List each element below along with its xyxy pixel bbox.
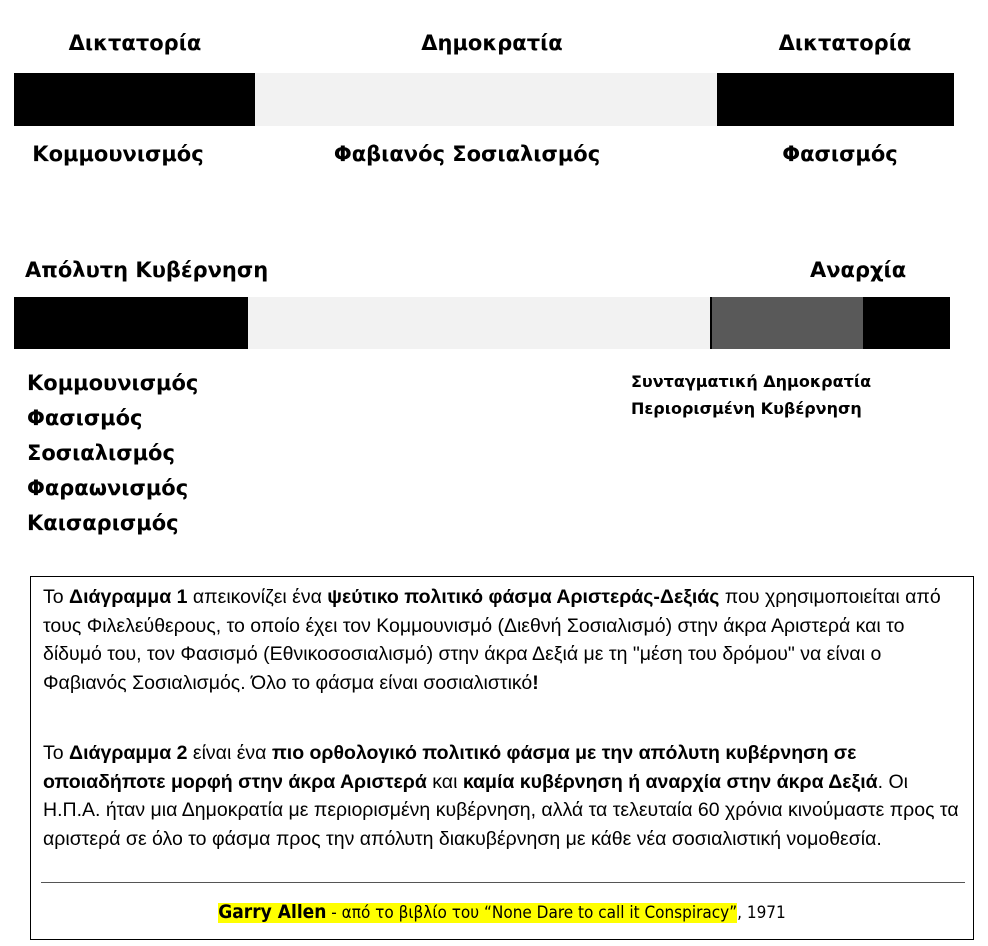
label-absolute-government: Απόλυτη Κυβέρνηση [25, 258, 269, 282]
text: Το [43, 742, 70, 764]
citation-year: , 1971 [737, 903, 786, 923]
text: και [426, 770, 463, 793]
list-item: Φασισμός [27, 406, 143, 430]
spectrum-bar-1 [14, 73, 954, 126]
text-bold: καμία κυβέρνηση ή αναρχία στην άκρα Δεξιά [462, 770, 878, 793]
explanation-box [30, 576, 974, 940]
bar-segment-right [863, 297, 950, 349]
bar-segment-middle [248, 297, 710, 349]
label-anarchy: Αναρχία [810, 258, 907, 282]
text: που χρησιμοποιείται από τους Φιλελεύθερους, το οποίο έχει τον Κομμουνισμό (Διεθνή Σοσιαλισμό) στην άκρα Αριστερά και το δίδυμό του, τον Φασισμό (Εθνικοσοσιαλισμό) στην άκρα Δεξιά με τη "μέση του δρόμου" να είναι ο Φαβιανός Σοσιαλισμός. Όλο το φάσμα είναι σοσιαλιστικό [43, 586, 941, 694]
list-item: Κομμουνισμός [27, 371, 199, 395]
spectrum-bar-2 [14, 297, 950, 349]
text-bold: Διάγραμμα 2 [69, 742, 188, 764]
bar-segment-left [14, 297, 248, 349]
label-democracy: Δημοκρατία [421, 31, 563, 55]
text-bold: Διάγραμμα 1 [69, 586, 188, 608]
text: Το [43, 586, 70, 608]
label-communism: Κομμουνισμός [32, 142, 204, 166]
label-dictatorship-right: Δικτατορία [778, 31, 912, 55]
list-item: Συνταγματική Δημοκρατία [631, 372, 872, 391]
bar-segment-limited [712, 297, 863, 349]
paragraph-diagram-2 [43, 739, 963, 853]
limited-government-list [631, 372, 871, 419]
label-dictatorship-left: Δικτατορία [68, 31, 202, 55]
list-item: Φαραωνισμός [27, 476, 189, 500]
list-item: Σοσιαλισμός [27, 441, 175, 465]
text: απεικονίζει ένα [187, 586, 328, 608]
citation [31, 899, 973, 926]
citation-highlight [218, 903, 737, 923]
absolute-government-list [27, 366, 198, 541]
list-item: Καισαρισμός [27, 511, 179, 535]
citation-source: - από το βιβλίο του “None Dare to call it Conspiracy” [326, 903, 738, 923]
list-item: Περιορισμένη Κυβέρνηση [631, 399, 862, 418]
paragraph-diagram-1 [43, 583, 963, 697]
text-bold: ψεύτικο πολιτικό φάσμα Αριστεράς-Δεξιάς [327, 586, 720, 608]
label-fascism: Φασισμός [782, 142, 898, 166]
text: είναι ένα [187, 742, 272, 764]
text-bold: πιο ορθολογικό πολιτικό φάσμα με την απόλυτη κυβέρνηση σε οποιαδήποτε μορφή στην άκρα Αριστερά [43, 742, 857, 793]
citation-author: Garry Allen [218, 901, 327, 923]
text: . Οι Η.Π.Α. ήταν μια Δημοκρατία με περιορισμένη κυβέρνηση, αλλά τα τελευταία 60 χρόνια κινούμαστε προς τα αριστερά σε όλο το φάσμα προς την απόλυτη διακυβέρνηση με κάθε νέα σοσιαλιστική νομοθεσία. [43, 770, 959, 850]
text-bold: ! [532, 671, 539, 694]
divider [41, 882, 965, 883]
bar-segment-right [717, 73, 954, 126]
bar-segment-middle [255, 73, 717, 126]
label-fabian-socialism: Φαβιανός Σοσιαλισμός [333, 142, 601, 166]
bar-segment-left [14, 73, 255, 126]
